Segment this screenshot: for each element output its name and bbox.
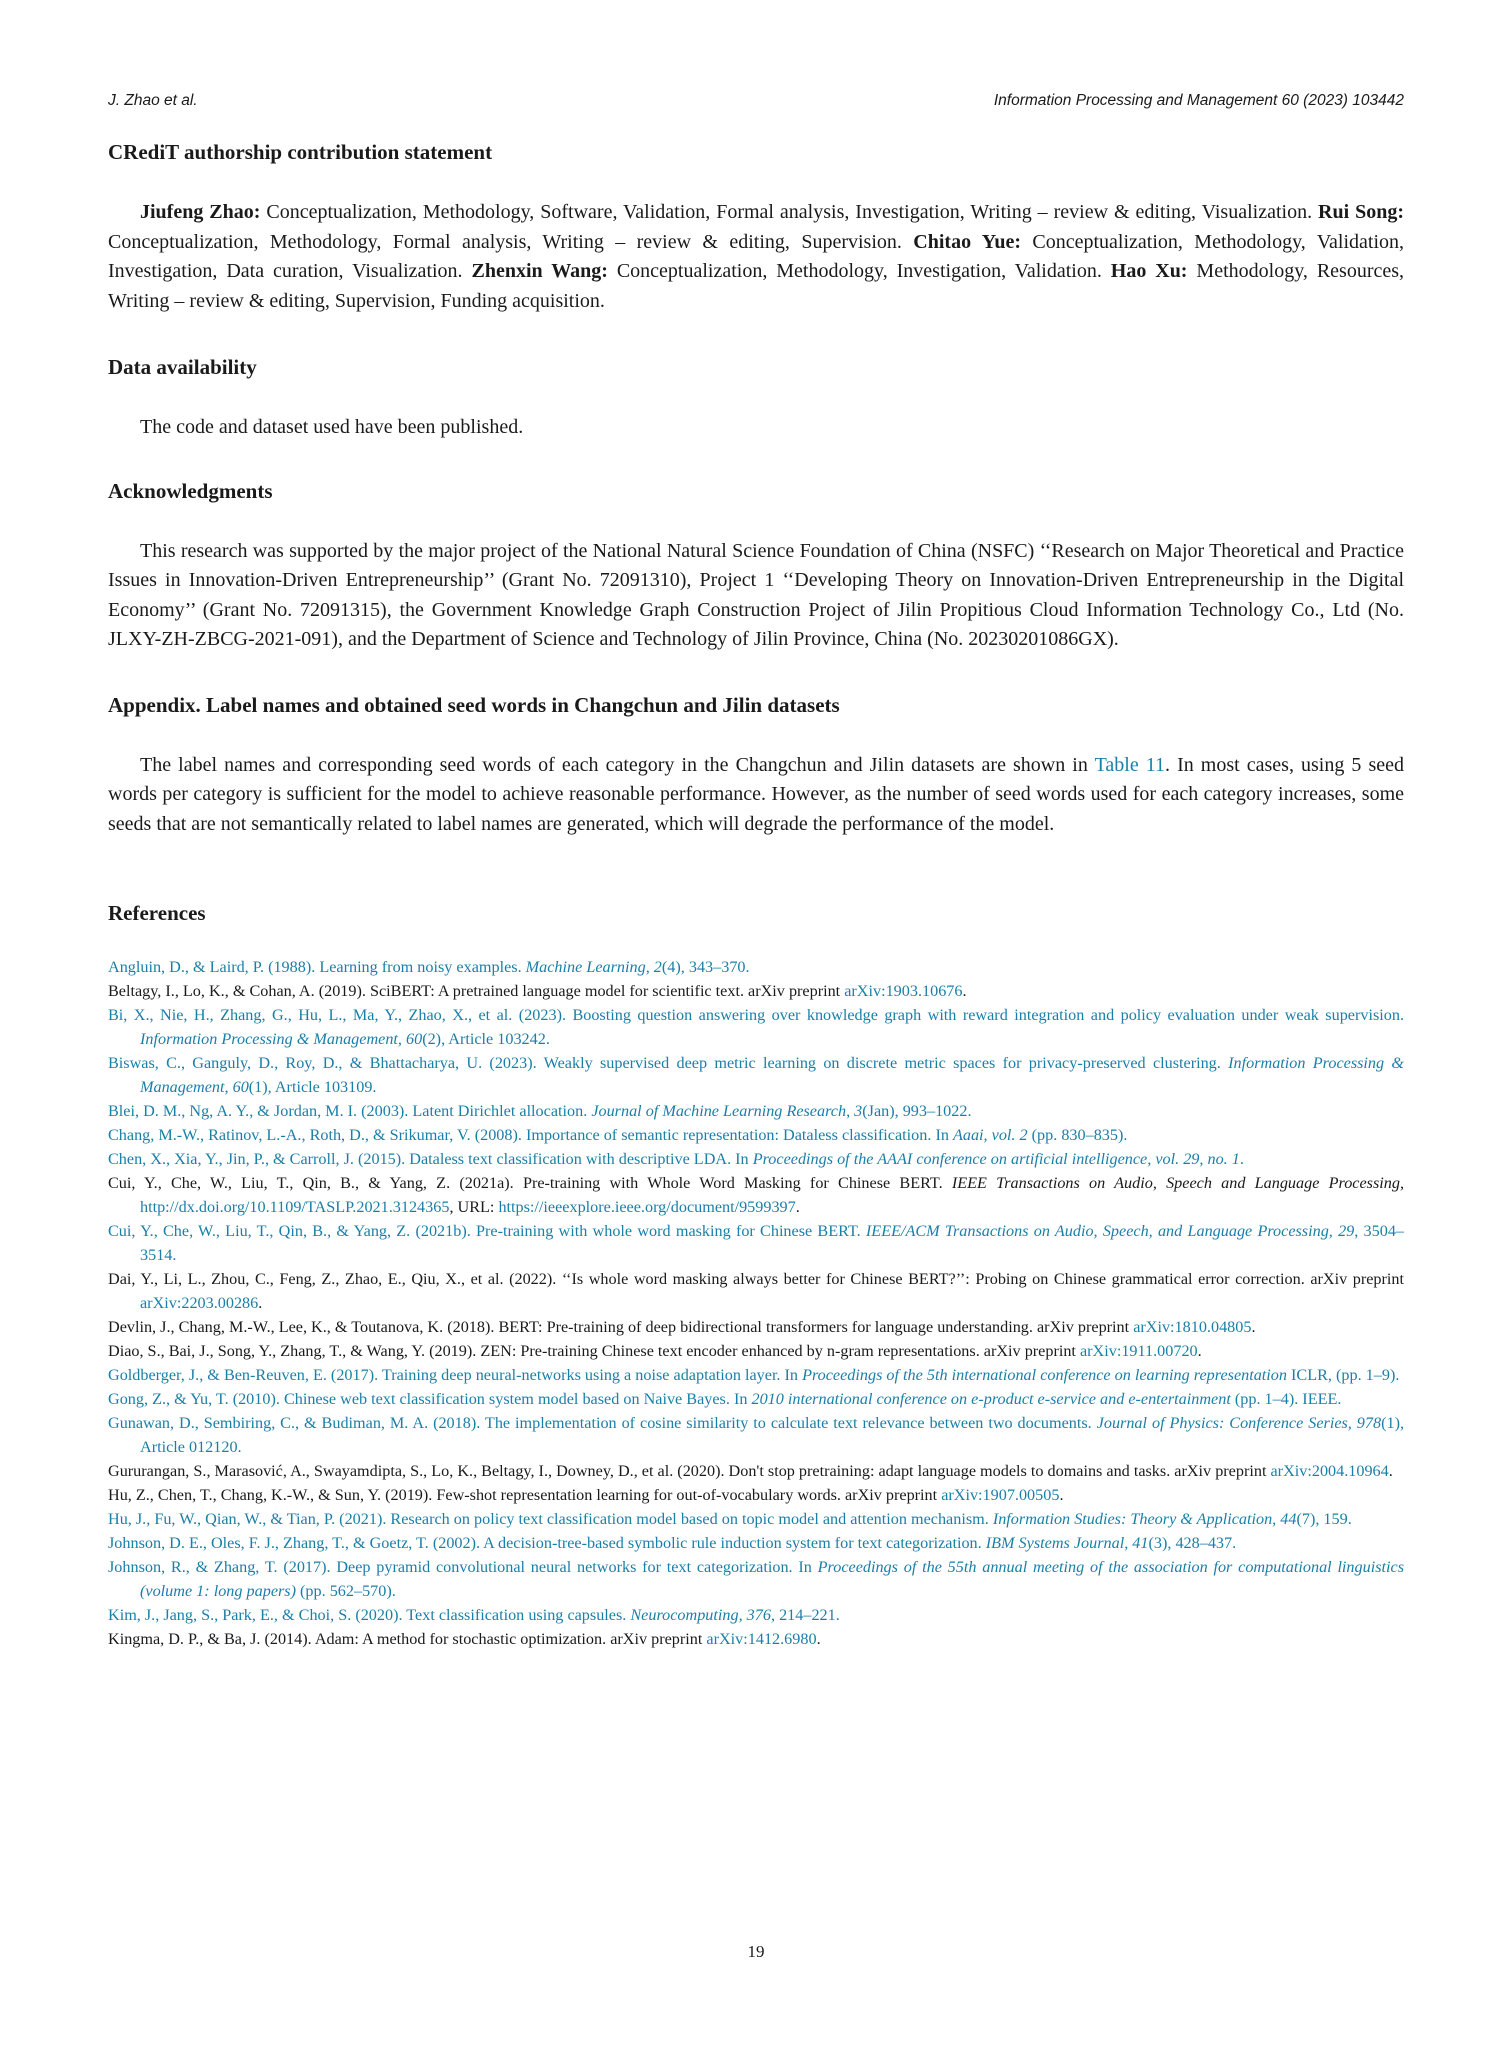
reference-item[interactable] [108,1003,1404,1051]
data-availability-heading: Data availability [108,355,257,379]
ref-venue: Proceedings of the 55th annual meeting of the association for computational linguistics (volume 1: long papers) [140,1558,1404,1600]
ref-text: Diao, S., Bai, J., Song, Y., Zhang, T., & Wang, Y. (2019). ZEN: Pre-training Chinese text encoder enhanced by n-gram representations. arXiv preprint [108,1342,1080,1360]
ref-text: Angluin, D., & Laird, P. (1988). Learning from noisy examples. [108,958,526,976]
ref-venue: Journal of Machine Learning Research, 3 [591,1102,863,1120]
arxiv-link[interactable]: arXiv:1907.00505 [941,1486,1060,1504]
ref-venue: Neurocomputing, 376 [630,1606,771,1624]
data-availability-text: The code and dataset used have been published. [140,416,524,438]
ref-venue: Aaai, vol. 2 [952,1126,1028,1144]
ref-text: Gunawan, D., Sembiring, C., & Budiman, M. A. (2018). The implementation of cosine similarity to calculate text relevance between two documents. [108,1414,1097,1432]
credit-name: Rui Song: [1318,201,1405,223]
arxiv-link[interactable]: arXiv:1911.00720 [1079,1342,1198,1360]
reference-item [108,1315,1404,1339]
acknowledgments-heading: Acknowledgments [108,478,273,503]
ref-text: . [258,1294,263,1312]
ref-text: . [795,1198,800,1216]
reference-item[interactable] [108,955,1404,979]
ref-text: Hu, J., Fu, W., Qian, W., & Tian, P. (2021). Research on policy text classification model based on topic model and attention mechanism. [108,1510,993,1528]
ref-text: (1), Article 012120. [140,1414,1405,1456]
acknowledgments-text: This research was supported by the major project of the National Natural Science Foundation of China (NSFC) ‘‘Research on Major Theoretical and Practice Issues in Innovation-Driven Entrepreneurship’’ (Grant No. 72091310), Project 1 ‘‘Developing Theory on Innovation-Driven Entrepreneurship in the Digital Economy’’ (Grant No. 72091315), the Government Knowledge Graph Construction Project of Jilin Propitious Cloud Information Technology Co., Ltd (No. JLXY-ZH-ZBCG-2021-091), and the Department of Science and Technology of Jilin Province, China (No. 20230201086GX). [108,539,1404,650]
reference-item [108,1459,1404,1483]
reference-item [108,1171,1404,1219]
ref-text: . [816,1630,821,1648]
ref-text: (2), Article 103242. [422,1030,550,1048]
ref-venue: IEEE Transactions on Audio, Speech and Language Processing, [951,1174,1404,1192]
ref-text: Gong, Z., & Yu, T. (2010). Chinese web text classification system model based on Naive Bayes. In [108,1390,752,1408]
references-heading: References [108,901,206,925]
reference-item[interactable] [108,1507,1404,1531]
ref-venue: Information Studies: Theory & Application, 44 [992,1510,1297,1528]
main-content [108,138,1404,1651]
appendix-heading: Appendix. Label names and obtained seed words in Changchun and Jilin datasets [108,692,840,717]
reference-item [108,1627,1404,1651]
ref-text: (1), Article 103109. [248,1078,377,1096]
reference-item[interactable] [108,1219,1404,1267]
credit-name: Jiufeng Zhao: [140,201,261,223]
header-journal: Information Processing and Management 60 (2023) 103442 [993,92,1404,109]
ref-text: Beltagy, I., Lo, K., & Cohan, A. (2019). SciBERT: A pretrained language model for scientific text. arXiv preprint [108,982,845,1000]
credit-roles: Conceptualization, Methodology, Validation, Investigation, Data curation, Visualization. [108,230,1405,282]
arxiv-link[interactable]: arXiv:2203.00286 [140,1294,259,1312]
appendix-text-part: . In most cases, using 5 seed words per category is sufficient for the model to achieve reasonable performance. However, as the number of seed words used for each category increases, some seeds that are not semantically related to label names are generated, which will degrade the performance of the model. [108,753,1405,835]
ref-venue: Proceedings of the AAAI conference on artificial intelligence, vol. 29, no. 1 [752,1150,1240,1168]
ref-text: Dai, Y., Li, L., Zhou, C., Feng, Z., Zhao, E., Qiu, X., et al. (2022). ‘‘Is whole word masking always better for Chinese BERT?’’: Probing on Chinese grammatical error correction. arXiv preprint [108,1270,1404,1288]
credit-roles: Conceptualization, Methodology, Investigation, Validation. [616,260,1111,282]
ref-venue: IEEE/ACM Transactions on Audio, Speech, and Language Processing, 29 [865,1222,1355,1240]
arxiv-link[interactable]: arXiv:1810.04805 [1133,1318,1252,1336]
page-number: 19 [747,1942,765,1961]
reference-item[interactable] [108,1051,1404,1099]
ref-venue: Information Processing & Management, 60 [140,1054,1404,1096]
reference-item[interactable] [108,1387,1404,1411]
credit-heading: CRediT authorship contribution statement [108,140,493,164]
credit-roles: Methodology, Resources, Writing – review & editing, Supervision, Funding acquisition. [108,260,1405,312]
reference-item [108,1339,1404,1363]
ref-text: , URL: [449,1198,499,1216]
header-authors: J. Zhao et al. [108,92,198,109]
reference-item [108,1267,1404,1315]
ref-text: Kim, J., Jang, S., Park, E., & Choi, S. (2020). Text classification using capsules. [108,1606,631,1624]
ref-text: Johnson, R., & Zhang, T. (2017). Deep pyramid convolutional neural networks for text categorization. In [108,1558,818,1576]
reference-item [108,1483,1404,1507]
ref-text: Goldberger, J., & Ben-Reuven, E. (2017). Training deep neural-networks using a noise adaptation layer. In [108,1366,803,1384]
ref-text: (4), 343–370. [661,958,750,976]
ref-text: (Jan), 993–1022. [862,1102,972,1120]
appendix-text-part: The label names and corresponding seed words of each category in the Changchun and Jilin datasets are shown in [140,753,1095,776]
ref-venue: Machine Learning, 2 [525,958,662,976]
reference-list [108,955,1404,1651]
appendix-text [108,751,1404,840]
url-link[interactable]: https://ieeexplore.ieee.org/document/9599397 [498,1198,796,1216]
credit-name: Chitao Yue: [913,230,1021,253]
ref-text: Johnson, D. E., Oles, F. J., Zhang, T., & Goetz, T. (2002). A decision-tree-based symbolic rule induction system for text categorization. [108,1534,986,1552]
table-11-link[interactable]: Table 11 [1094,753,1166,776]
credit-roles: Conceptualization, Methodology, Software, Validation, Formal analysis, Investigation, Writing – review & editing, Visualization. [266,201,1319,223]
reference-item[interactable] [108,1555,1404,1603]
reference-item[interactable] [108,1123,1404,1147]
reference-item[interactable] [108,1531,1404,1555]
ref-text: , 214–221. [770,1606,840,1624]
ref-text: Kingma, D. P., & Ba, J. (2014). Adam: A method for stochastic optimization. arXiv preprint [108,1630,707,1648]
ref-text: Gururangan, S., Marasović, A., Swayamdipta, S., Lo, K., Beltagy, I., Downey, D., et al. (2020). Don't stop pretraining: adapt language models to domains and tasks. arXiv preprint [108,1462,1271,1480]
reference-item[interactable] [108,1147,1404,1171]
arxiv-link[interactable]: arXiv:1903.10676 [844,982,963,1000]
ref-venue: Journal of Physics: Conference Series, 978 [1096,1414,1382,1432]
reference-item[interactable] [108,1099,1404,1123]
ref-text: ICLR, (pp. 1–9). [1287,1366,1400,1384]
ref-text: Cui, Y., Che, W., Liu, T., Qin, B., & Yang, Z. (2021a). Pre-training with Whole Word Masking for Chinese BERT. [108,1174,952,1192]
arxiv-link[interactable]: arXiv:2004.10964 [1270,1462,1389,1480]
doi-link[interactable]: http://dx.doi.org/10.1109/TASLP.2021.3124365 [140,1198,450,1216]
ref-text: Biswas, C., Ganguly, D., Roy, D., & Bhattacharya, U. (2023). Weakly supervised deep metric learning on discrete metric spaces for privacy-preserved clustering. [108,1054,1229,1072]
ref-text: . [1197,1342,1202,1360]
ref-text: . [962,982,967,1000]
ref-venue: Proceedings of the 5th international conference on learning representation [802,1366,1287,1384]
ref-text: Chang, M.-W., Ratinov, L.-A., Roth, D., & Srikumar, V. (2008). Importance of semantic representation: Dataless classification. In [108,1126,953,1144]
reference-item [108,979,1404,1003]
ref-text: Chen, X., Xia, Y., Jin, P., & Carroll, J. (2015). Dataless text classification with descriptive LDA. In [108,1150,753,1168]
ref-text: (3), 428–437. [1148,1534,1237,1552]
ref-text: Hu, Z., Chen, T., Chang, K.-W., & Sun, Y. (2019). Few-shot representation learning for out-of-vocabulary words. arXiv preprint [108,1486,942,1504]
ref-text: . [1388,1462,1393,1480]
arxiv-link[interactable]: arXiv:1412.6980 [706,1630,817,1648]
ref-text: Cui, Y., Che, W., Liu, T., Qin, B., & Yang, Z. (2021b). Pre-training with whole word masking for Chinese BERT. [108,1222,866,1240]
ref-text: . [1059,1486,1064,1504]
ref-venue: IBM Systems Journal, 41 [985,1534,1149,1552]
credit-paragraph [108,198,1404,316]
reference-item[interactable] [108,1411,1404,1459]
ref-text: (7), 159. [1296,1510,1352,1528]
ref-text: Bi, X., Nie, H., Zhang, G., Hu, L., Ma, Y., Zhao, X., et al. (2023). Boosting question answering over knowledge graph with reward integration and policy evaluation under weak supervision. [108,1006,1404,1024]
ref-text: Blei, D. M., Ng, A. Y., & Jordan, M. I. (2003). Latent Dirichlet allocation. [108,1102,592,1120]
credit-name: Hao Xu: [1110,260,1188,282]
ref-text: (pp. 1–4). IEEE. [1230,1390,1342,1408]
ref-text: (pp. 562–570). [296,1582,396,1600]
ref-text: (pp. 830–835). [1027,1126,1128,1144]
ref-text: , 3504–3514. [140,1222,1405,1264]
reference-item[interactable] [108,1363,1404,1387]
ref-text: . [1239,1150,1244,1168]
credit-roles: Conceptualization, Methodology, Formal analysis, Writing – review & editing, Supervision. [108,230,914,253]
ref-text: . [1251,1318,1256,1336]
reference-item[interactable] [108,1603,1404,1627]
ref-venue: 2010 international conference on e-product e-service and e-entertainment [751,1390,1231,1408]
credit-name: Zhenxin Wang: [471,260,608,282]
ref-text: Devlin, J., Chang, M.-W., Lee, K., & Toutanova, K. (2018). BERT: Pre-training of deep bidirectional transformers for language understanding. arXiv preprint [108,1318,1134,1336]
ref-venue: Information Processing & Management, 60 [140,1030,423,1048]
